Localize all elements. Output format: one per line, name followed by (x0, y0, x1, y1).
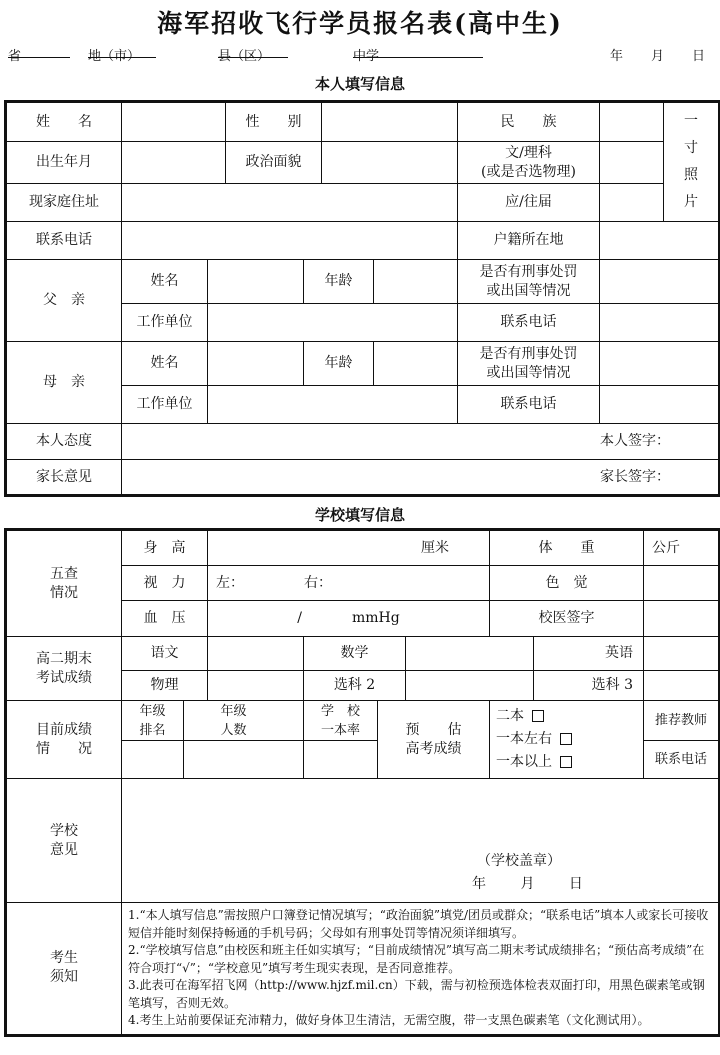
bp-field[interactable]: / mmHg (208, 601, 490, 637)
grade-count-label: 年级 人数 (184, 701, 304, 741)
teacher-label: 推荐教师 (644, 701, 720, 741)
gender-field[interactable] (322, 102, 458, 142)
estimate-options: 二本 一本左右 一本以上 (490, 701, 644, 779)
notes-content (122, 903, 720, 1036)
grade-rank-label: 年级 排名 (122, 701, 184, 741)
mother-criminal-field[interactable] (600, 342, 720, 386)
teacher-phone-label: 联系电话 (644, 741, 720, 779)
vision-field[interactable]: 左： 右： (208, 566, 490, 601)
school-rate-field[interactable] (304, 741, 378, 779)
ethnicity-field[interactable] (600, 102, 664, 142)
parent-sign-label: 家长签字： (600, 468, 670, 485)
mother-phone-field[interactable] (600, 386, 720, 424)
father-work-field[interactable] (208, 304, 458, 342)
elective3-label: 选科 3 (534, 671, 644, 701)
subject-field[interactable] (600, 142, 664, 184)
doctor-sign-field[interactable] (644, 601, 720, 637)
height-label: 身 高 (122, 530, 208, 566)
school-info-table (4, 528, 720, 1037)
note-item: 4.考生上站前要保证充沛精力，做好身体卫生清洁，无需空腹，带一支黑色碳素笔（文化测试用）。 (128, 1013, 650, 1027)
chinese-field[interactable] (208, 637, 304, 671)
phone-label: 联系电话 (6, 222, 122, 260)
subject-label: 文/理科 (或是否选物理) (458, 142, 600, 184)
mother-criminal-label: 是否有刑事处罚 或出国等情况 (458, 342, 600, 386)
checkbox-yiben-around[interactable] (560, 733, 572, 745)
city-label: 地（市） (88, 49, 141, 64)
weight-field[interactable]: 公斤 (644, 530, 720, 566)
mother-name-field[interactable] (208, 342, 304, 386)
math-label: 数学 (304, 637, 406, 671)
mother-name-label: 姓名 (122, 342, 208, 386)
seal-label: （学校盖章） (477, 852, 561, 869)
day-label: 日 (692, 49, 706, 64)
physics-field[interactable] (208, 671, 304, 701)
address-label: 现家庭住址 (6, 184, 122, 222)
english-label: 英语 (534, 637, 644, 671)
elective3-field[interactable] (644, 671, 720, 701)
personal-info-table (4, 100, 720, 497)
form-title: 海军招收飞行学员报名表(高中生) (157, 9, 563, 38)
school-label: 中学 (353, 49, 380, 64)
mother-age-label: 年龄 (304, 342, 374, 386)
hukou-field[interactable] (600, 222, 720, 260)
notes-label: 考生 须知 (6, 903, 122, 1036)
hukou-label: 户籍所在地 (458, 222, 600, 260)
parent-opinion-label: 家长意见 (6, 460, 122, 496)
father-work-label: 工作单位 (122, 304, 208, 342)
exam-label: 高二期末 考试成绩 (6, 637, 122, 701)
photo-box[interactable]: 一 寸 照 片 (664, 102, 720, 222)
birth-label: 出生年月 (6, 142, 122, 184)
address-field[interactable] (122, 184, 458, 222)
note-item: 3.此表可在海军招飞网（http://www.hjzf.mil.cn）下载，需与初检预选体检表双面打印，用黑色碳素笔或钢笔填写，否则无效。 (128, 978, 705, 1010)
estimate-label: 预 估 高考成绩 (378, 701, 490, 779)
graduate-label: 应/往届 (458, 184, 600, 222)
father-phone-label: 联系电话 (458, 304, 600, 342)
gender-label: 性 别 (226, 102, 322, 142)
father-criminal-label: 是否有刑事处罚 或出国等情况 (458, 260, 600, 304)
checkbox-yiben-above[interactable] (560, 756, 572, 768)
father-age-label: 年龄 (304, 260, 374, 304)
mother-work-label: 工作单位 (122, 386, 208, 424)
province-label: 省 (8, 49, 22, 64)
elective2-label: 选科 2 (304, 671, 406, 701)
political-label: 政治面貌 (226, 142, 322, 184)
seal-date: 年 月 日 (472, 875, 583, 892)
self-sign-label: 本人签字： (600, 433, 670, 449)
month-label: 月 (651, 49, 665, 64)
father-name-field[interactable] (208, 260, 304, 304)
county-label: 县（区） (218, 49, 271, 64)
five-checks-label: 五查 情况 (6, 530, 122, 637)
mother-age-field[interactable] (374, 342, 458, 386)
height-field[interactable]: 厘米 (208, 530, 490, 566)
mother-work-field[interactable] (208, 386, 458, 424)
vision-label: 视 力 (122, 566, 208, 601)
graduate-field[interactable] (600, 184, 664, 222)
year-label: 年 (610, 49, 624, 64)
political-field[interactable] (322, 142, 458, 184)
father-label: 父 亲 (6, 260, 122, 342)
grade-count-field[interactable] (184, 741, 304, 779)
note-item: 2.“学校填写信息”由校医和班主任如实填写；“目前成绩情况”填写高二期末考试成绩排名；“预估高考成绩”在符合项打“√”；“学校意见”填写考生现实表现，是否同意推荐。 (128, 943, 705, 975)
mother-label: 母 亲 (6, 342, 122, 424)
birth-field[interactable] (122, 142, 226, 184)
current-grades-label: 目前成绩 情 况 (6, 701, 122, 779)
math-field[interactable] (406, 637, 534, 671)
mother-phone-label: 联系电话 (458, 386, 600, 424)
father-criminal-field[interactable] (600, 260, 720, 304)
section-school-title: 学校填写信息 (314, 506, 405, 524)
color-sense-field[interactable] (644, 566, 720, 601)
father-phone-field[interactable] (600, 304, 720, 342)
english-field[interactable] (644, 637, 720, 671)
father-name-label: 姓名 (122, 260, 208, 304)
elective2-field[interactable] (406, 671, 534, 701)
ethnicity-label: 民 族 (458, 102, 600, 142)
father-age-field[interactable] (374, 260, 458, 304)
section-personal-title: 本人填写信息 (314, 75, 405, 93)
attitude-field[interactable] (122, 424, 720, 460)
weight-label: 体 重 (490, 530, 644, 566)
note-item: 1.“本人填写信息”需按照户口簿登记情况填写；“政治面貌”填党/团员或群众；“联系电话”填本人或家长可接收短信并能时刻保持畅通的手机号码；父母如有刑事处罚等情况须详细填写。 (128, 908, 709, 940)
phone-field[interactable] (122, 222, 458, 260)
checkbox-erben[interactable] (532, 710, 544, 722)
school-opinion-label: 学校 意见 (6, 779, 122, 903)
school-rate-label: 学 校 一本率 (304, 701, 378, 741)
parent-opinion-field[interactable] (122, 460, 720, 496)
color-sense-label: 色 觉 (490, 566, 644, 601)
name-field[interactable] (122, 102, 226, 142)
doctor-sign-label: 校医签字 (490, 601, 644, 637)
name-label: 姓 名 (6, 102, 122, 142)
physics-label: 物理 (122, 671, 208, 701)
attitude-label: 本人态度 (6, 424, 122, 460)
chinese-label: 语文 (122, 637, 208, 671)
grade-rank-field[interactable] (122, 741, 184, 779)
school-opinion-field[interactable] (122, 779, 720, 903)
header-line (8, 45, 718, 63)
bp-label: 血 压 (122, 601, 208, 637)
